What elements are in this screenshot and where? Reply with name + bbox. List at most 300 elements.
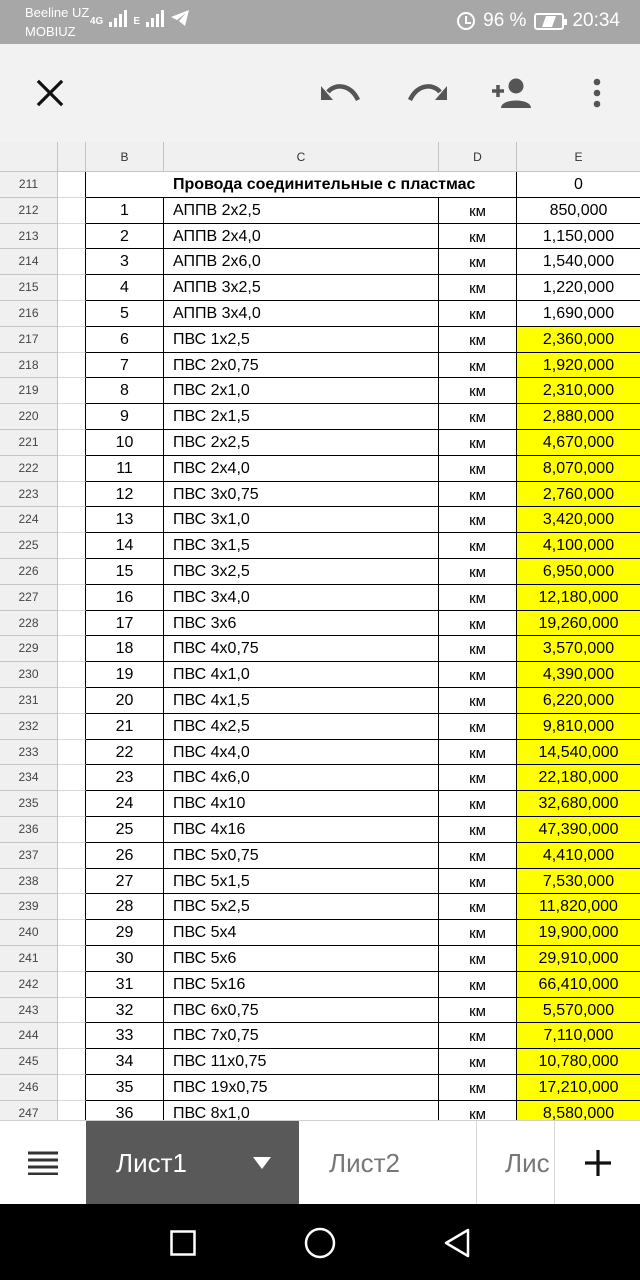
cell-unit[interactable]: км [439,869,517,895]
sheet-tabs-bar [0,1120,640,1204]
share-button[interactable] [487,68,537,118]
sheets-menu-button[interactable] [0,1121,86,1205]
cell-a[interactable] [58,275,86,301]
cell-number[interactable]: 36 [86,1101,164,1120]
cell-number[interactable]: 26 [86,843,164,869]
cell-price[interactable]: 1,690,000 [517,301,640,327]
table-row [0,585,640,611]
cell-a[interactable] [58,894,86,920]
cell-name[interactable]: ПВС 2х1,0 [164,378,439,404]
cell-a[interactable] [58,404,86,430]
cell-number[interactable]: 17 [86,611,164,637]
cell-price[interactable]: 22,180,000 [517,765,640,791]
cell-price[interactable]: 4,100,000 [517,533,640,559]
cell-price[interactable]: 2,880,000 [517,404,640,430]
add-sheet-button[interactable] [554,1121,640,1205]
row-number[interactable]: 214 [0,249,58,275]
cell-number[interactable]: 7 [86,353,164,379]
cell-number[interactable]: 13 [86,507,164,533]
table-row [0,430,640,456]
row-number[interactable]: 237 [0,843,58,869]
table-row [0,714,640,740]
row-number[interactable]: 234 [0,765,58,791]
row-number[interactable]: 247 [0,1101,58,1120]
cell-unit[interactable]: км [439,1075,517,1101]
table-row [0,404,640,430]
cell-a[interactable] [58,301,86,327]
close-button[interactable] [25,68,75,118]
cell-unit[interactable]: км [439,894,517,920]
cell-a[interactable] [58,662,86,688]
table-row [0,559,640,585]
row-number[interactable]: 238 [0,869,58,895]
cell-price[interactable]: 66,410,000 [517,972,640,998]
sheet-tab-3[interactable] [477,1121,555,1205]
column-header-bar [0,142,640,172]
cell-a[interactable] [58,378,86,404]
cell-price[interactable]: 7,110,000 [517,1023,640,1049]
clock: 20:34 [572,10,620,31]
row-number[interactable]: 217 [0,327,58,353]
cell-name[interactable]: ПВС 8х1,0 [164,1101,439,1120]
cell-name[interactable]: ПВС 7х0,75 [164,1023,439,1049]
cell-a[interactable] [58,533,86,559]
table-row [0,198,640,224]
table-row [0,224,640,250]
spreadsheet-grid[interactable] [0,142,640,1120]
cell-name[interactable]: ПВС 4х16 [164,817,439,843]
column-header-d[interactable]: D [439,142,517,172]
cell-number[interactable]: 35 [86,1075,164,1101]
row-number[interactable]: 215 [0,275,58,301]
cell-unit[interactable]: км [439,843,517,869]
cell-unit[interactable]: км [439,1049,517,1075]
cell-number[interactable]: 33 [86,1023,164,1049]
back-triangle-icon [443,1228,471,1258]
redo-button[interactable] [402,68,452,118]
cell-a[interactable] [58,1049,86,1075]
cell-unit[interactable]: км [439,224,517,250]
row-number[interactable]: 219 [0,378,58,404]
cell-name[interactable]: ПВС 5х0,75 [164,843,439,869]
cell-number[interactable]: 19 [86,662,164,688]
row-number[interactable]: 245 [0,1049,58,1075]
row-number[interactable]: 222 [0,456,58,482]
table-row [0,688,640,714]
battery-icon [534,13,564,30]
cell-name[interactable]: ПВС 2х0,75 [164,353,439,379]
cell-unit[interactable]: км [439,378,517,404]
cell-number[interactable]: 15 [86,559,164,585]
row-number[interactable]: 213 [0,224,58,250]
cell-a[interactable] [58,482,86,508]
cell-a[interactable] [58,507,86,533]
cell-number[interactable]: 30 [86,946,164,972]
row-number[interactable]: 221 [0,430,58,456]
home-button[interactable] [303,1226,337,1260]
cell-name[interactable]: ПВС 5х1,5 [164,869,439,895]
cell-a[interactable] [58,198,86,224]
cell-a[interactable] [58,920,86,946]
table-row [0,765,640,791]
cell-name[interactable]: ПВС 4х1,5 [164,688,439,714]
row-number[interactable]: 229 [0,636,58,662]
table-row [0,1049,640,1075]
alarm-icon [457,12,475,30]
undo-button[interactable] [316,68,366,118]
cell-a[interactable] [58,817,86,843]
row-number[interactable]: 236 [0,817,58,843]
table-row [0,894,640,920]
column-header-e[interactable]: E [574,150,583,164]
cell-number[interactable]: 12 [86,482,164,508]
cell-number[interactable]: 1 [86,198,164,224]
row-number[interactable]: 224 [0,507,58,533]
sheet-tab-1[interactable] [86,1121,299,1205]
row-number[interactable]: 246 [0,1075,58,1101]
cell-number[interactable]: 23 [86,765,164,791]
table-row [0,946,640,972]
cell-unit[interactable]: км [439,198,517,224]
cell-name[interactable]: ПВС 4х1,0 [164,662,439,688]
cell-unit[interactable]: км [439,740,517,766]
cell-price[interactable]: 8,580,000 [517,1101,640,1120]
cell-price[interactable]: 2,760,000 [517,482,640,508]
sheet-tab-2-label: Лист2 [329,1147,400,1178]
cell-price[interactable]: 4,410,000 [517,843,640,869]
cell-price[interactable]: 1,150,000 [517,224,640,250]
cell-name[interactable]: ПВС 5х6 [164,946,439,972]
table-row [0,662,640,688]
cell-name[interactable]: АППВ 2х2,5 [164,198,439,224]
cell-number[interactable]: 31 [86,972,164,998]
more-vertical-icon [592,78,602,108]
cell-a[interactable] [58,456,86,482]
cell-unit[interactable]: км [439,1101,517,1120]
cell-price[interactable]: 19,900,000 [517,920,640,946]
cell-price[interactable]: 4,390,000 [517,662,640,688]
cell-price[interactable]: 9,810,000 [517,714,640,740]
cell-unit[interactable]: км [439,456,517,482]
cell-price[interactable]: 1,220,000 [517,275,640,301]
cell-price[interactable]: 4,670,000 [517,430,640,456]
cell-number[interactable]: 29 [86,920,164,946]
cell-name[interactable]: ПВС 1х2,5 [164,327,439,353]
table-row [0,1075,640,1101]
cell-price[interactable]: 6,950,000 [517,559,640,585]
table-row [0,378,640,404]
cell-a[interactable] [58,843,86,869]
row-number[interactable]: 218 [0,353,58,379]
cell-number[interactable]: 16 [86,585,164,611]
cell-b[interactable] [86,172,164,198]
cell-number[interactable]: 22 [86,740,164,766]
cell-unit[interactable]: км [439,636,517,662]
more-button[interactable] [572,68,622,118]
cell-price[interactable]: 14,540,000 [517,740,640,766]
cell-number[interactable]: 5 [86,301,164,327]
network-type-1: 4G [90,16,104,27]
cell-number[interactable]: 8 [86,378,164,404]
cell-a[interactable] [58,740,86,766]
cell-price[interactable]: 32,680,000 [517,791,640,817]
table-row [0,353,640,379]
cell-number[interactable]: 11 [86,456,164,482]
cell-price[interactable]: 10,780,000 [517,1049,640,1075]
cell-a[interactable] [58,998,86,1024]
row-number[interactable]: 212 [0,198,58,224]
cell-a[interactable] [58,224,86,250]
cell-unit[interactable]: км [439,559,517,585]
carrier-1: Beeline UZ [25,5,90,20]
cell-name[interactable]: ПВС 5х2,5 [164,894,439,920]
cell-name[interactable]: АППВ 3х4,0 [164,301,439,327]
cell-number[interactable]: 20 [86,688,164,714]
table-row [0,249,640,275]
cell-a[interactable] [58,688,86,714]
cell-number[interactable]: 21 [86,714,164,740]
cell-price[interactable]: 17,210,000 [517,1075,640,1101]
cell-price[interactable]: 5,570,000 [517,998,640,1024]
signal-icon-2 [146,10,164,27]
cell-number[interactable]: 10 [86,430,164,456]
table-row [0,920,640,946]
row-number[interactable]: 216 [0,301,58,327]
cell-unit[interactable]: км [439,946,517,972]
cell-price[interactable]: 19,260,000 [517,611,640,637]
cell-number[interactable]: 9 [86,404,164,430]
table-row [0,636,640,662]
list-menu-icon [28,1151,58,1175]
cell-name[interactable]: ПВС 3х4,0 [164,585,439,611]
cell-unit[interactable]: км [439,327,517,353]
cell-name[interactable]: ПВС 3х1,5 [164,533,439,559]
row-number[interactable]: 223 [0,482,58,508]
table-row [0,275,640,301]
cell-unit[interactable]: км [439,920,517,946]
cell-price[interactable]: 1,540,000 [517,249,640,275]
cell-a[interactable] [58,585,86,611]
row-number[interactable]: 227 [0,585,58,611]
cell-price[interactable]: 11,820,000 [517,894,640,920]
cell-number[interactable]: 14 [86,533,164,559]
cell-a[interactable] [58,1101,86,1120]
sheet-tab-3-label: Лис [505,1147,550,1178]
cell-name[interactable]: ПВС 4х4,0 [164,740,439,766]
cell-title[interactable]: Провода соединительные с пластмас [164,172,439,198]
row-number[interactable]: 226 [0,559,58,585]
cell-price[interactable]: 7,530,000 [517,869,640,895]
table-row [0,843,640,869]
cell-unit[interactable]: км [439,507,517,533]
cell-name[interactable]: ПВС 4х6,0 [164,765,439,791]
cell-name[interactable]: ПВС 19х0,75 [164,1075,439,1101]
back-button[interactable] [440,1226,474,1260]
cell-price[interactable]: 12,180,000 [517,585,640,611]
cell-unit[interactable]: км [439,1023,517,1049]
cell-number[interactable]: 27 [86,869,164,895]
cell-a[interactable] [58,1023,86,1049]
cell-name[interactable]: ПВС 6х0,75 [164,998,439,1024]
row-number[interactable]: 239 [0,894,58,920]
add-person-icon [490,77,534,109]
cell-price[interactable]: 6,220,000 [517,688,640,714]
cell-unit[interactable]: км [439,791,517,817]
cell-number[interactable]: 32 [86,998,164,1024]
cell-name[interactable]: ПВС 4х2,5 [164,714,439,740]
square-icon [170,1230,196,1256]
status-bar [0,0,640,44]
table-row [0,456,640,482]
row-number[interactable]: 235 [0,791,58,817]
undo-icon [320,80,362,106]
plus-icon [584,1149,612,1177]
cell-name[interactable]: АППВ 2х4,0 [164,224,439,250]
table-row [0,611,640,637]
cell-number[interactable]: 2 [86,224,164,250]
cell-unit[interactable]: км [439,301,517,327]
cell-price[interactable]: 2,360,000 [517,327,640,353]
cell-unit[interactable]: км [439,275,517,301]
cell-number[interactable]: 3 [86,249,164,275]
cell-a[interactable] [58,430,86,456]
cell-price[interactable]: 3,570,000 [517,636,640,662]
cell-name[interactable]: ПВС 2х2,5 [164,430,439,456]
row-number[interactable]: 232 [0,714,58,740]
cell-name[interactable]: ПВС 5х16 [164,972,439,998]
cell-price[interactable]: 47,390,000 [517,817,640,843]
cell-number[interactable]: 34 [86,1049,164,1075]
row-number[interactable]: 243 [0,998,58,1024]
cell-number[interactable]: 24 [86,791,164,817]
cell-a[interactable] [58,249,86,275]
cell-unit[interactable]: км [439,662,517,688]
battery-percent: 96 % [483,10,527,31]
redo-icon [406,80,448,106]
cell-name[interactable]: ПВС 4х10 [164,791,439,817]
cell-a[interactable] [58,1075,86,1101]
cell-e[interactable]: 0 [517,172,640,198]
cell-a[interactable] [58,714,86,740]
cell-number[interactable]: 18 [86,636,164,662]
column-header-a[interactable] [58,142,86,172]
row-number[interactable]: 230 [0,662,58,688]
cell-a[interactable] [58,559,86,585]
row-number[interactable]: 242 [0,972,58,998]
cell-unit[interactable]: км [439,404,517,430]
cell-a[interactable] [58,972,86,998]
cell-name[interactable]: АППВ 3х2,5 [164,275,439,301]
cell-name[interactable]: ПВС 2х4,0 [164,456,439,482]
cell-price[interactable]: 1,920,000 [517,353,640,379]
cell-a[interactable] [58,765,86,791]
row-number[interactable]: 231 [0,688,58,714]
cell-price[interactable]: 8,070,000 [517,456,640,482]
cell-a[interactable] [58,611,86,637]
sheet-tab-dropdown-icon[interactable] [253,1157,271,1169]
carrier-2: MOBIUZ [25,24,76,39]
row-number[interactable]: 244 [0,1023,58,1049]
cell-a[interactable] [58,946,86,972]
cell-unit[interactable]: км [439,533,517,559]
table-row [0,740,640,766]
cell-number[interactable]: 25 [86,817,164,843]
cell-a[interactable] [58,636,86,662]
column-header-c[interactable]: C [164,142,439,172]
toolbar [0,44,640,142]
cell-name[interactable]: ПВС 3х6 [164,611,439,637]
table-row [0,998,640,1024]
cell-name[interactable]: ПВС 3х0,75 [164,482,439,508]
cell-name[interactable]: ПВС 11х0,75 [164,1049,439,1075]
table-row [0,817,640,843]
cell-a[interactable] [58,353,86,379]
row-number[interactable]: 211 [0,172,58,198]
table-row [0,972,640,998]
network-type-2: E [133,16,141,27]
cell-unit[interactable]: км [439,430,517,456]
column-header-b[interactable]: B [86,142,164,172]
cell-a[interactable] [58,172,86,198]
table-row [0,1023,640,1049]
table-row [0,482,640,508]
table-row [0,533,640,559]
row-number[interactable]: 240 [0,920,58,946]
cell-price[interactable]: 3,420,000 [517,507,640,533]
row-number[interactable]: 220 [0,404,58,430]
row-number[interactable]: 228 [0,611,58,637]
cell-price[interactable]: 2,310,000 [517,378,640,404]
cell-name[interactable]: АППВ 2х6,0 [164,249,439,275]
sheet-tab-2[interactable] [299,1121,477,1205]
signal-icon [109,10,127,27]
cell-unit[interactable]: км [439,585,517,611]
cell-unit[interactable]: км [439,353,517,379]
cell-unit[interactable]: км [439,482,517,508]
corner-cell[interactable] [0,142,58,172]
cell-name[interactable]: ПВС 3х1,0 [164,507,439,533]
cell-price[interactable]: 29,910,000 [517,946,640,972]
cell-a[interactable] [58,791,86,817]
cell-d[interactable] [439,172,517,198]
cell-unit[interactable]: км [439,249,517,275]
recents-button[interactable] [166,1226,200,1260]
cell-unit[interactable]: км [439,611,517,637]
cell-number[interactable]: 6 [86,327,164,353]
cell-name[interactable]: ПВС 2х1,5 [164,404,439,430]
cell-unit[interactable]: км [439,714,517,740]
cell-number[interactable]: 28 [86,894,164,920]
cell-price[interactable]: 850,000 [517,198,640,224]
cell-unit[interactable]: км [439,688,517,714]
row-number[interactable]: 225 [0,533,58,559]
cell-name[interactable]: ПВС 3х2,5 [164,559,439,585]
cell-a[interactable] [58,869,86,895]
cell-name[interactable]: ПВС 5х4 [164,920,439,946]
row-number[interactable]: 233 [0,740,58,766]
cell-a[interactable] [58,327,86,353]
table-row [0,507,640,533]
table-row-title [0,172,640,198]
cell-number[interactable]: 4 [86,275,164,301]
cell-unit[interactable]: км [439,972,517,998]
row-number[interactable]: 241 [0,946,58,972]
cell-unit[interactable]: км [439,998,517,1024]
cell-unit[interactable]: км [439,817,517,843]
table-row [0,1101,640,1120]
cell-unit[interactable]: км [439,765,517,791]
cell-name[interactable]: ПВС 4х0,75 [164,636,439,662]
